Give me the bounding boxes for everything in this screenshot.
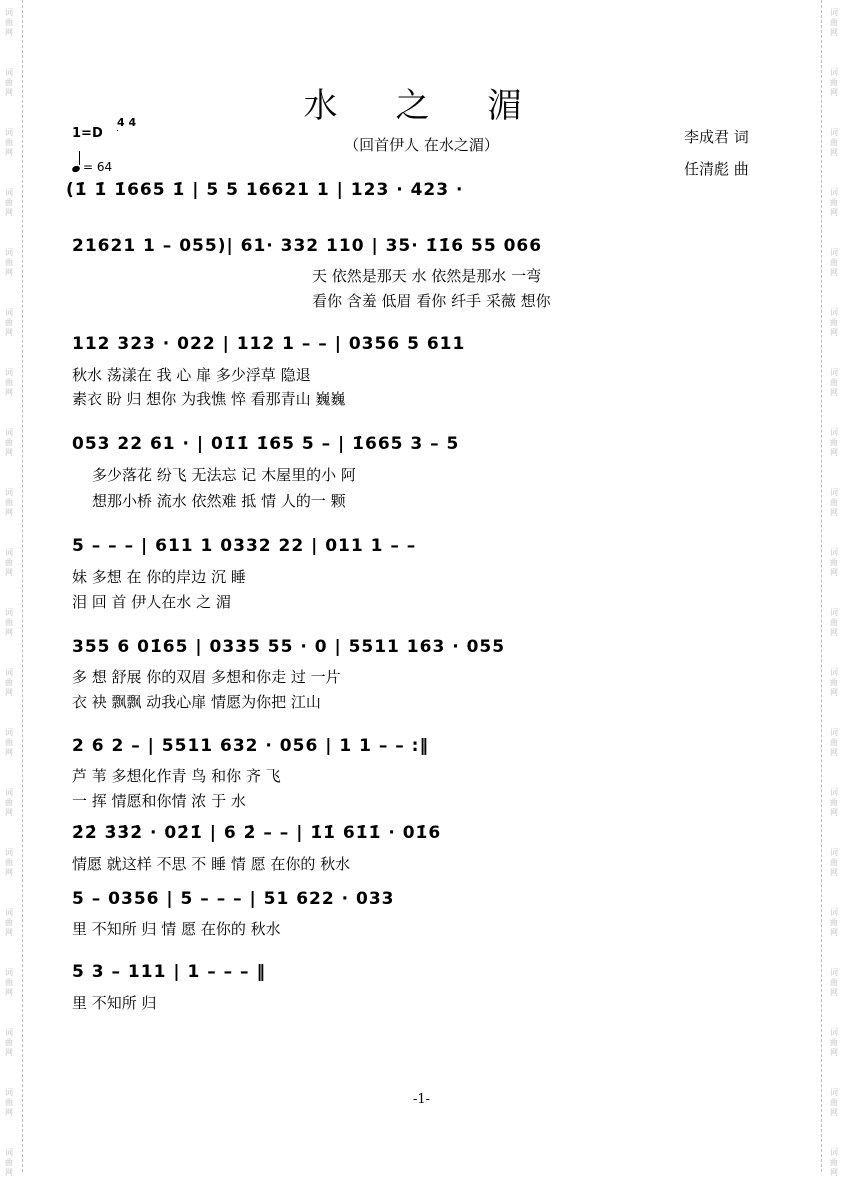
watermark-mark: 词 曲 网 — [830, 128, 838, 157]
watermark-mark: 词 曲 网 — [830, 308, 838, 337]
watermark-mark: 词 曲 网 — [830, 1088, 838, 1117]
score-row-9-lyrics: 里 不知所 归 情 愿 在你的 秋水 — [72, 920, 281, 938]
watermark-mark: 词 曲 网 — [5, 308, 13, 337]
watermark-mark: 词 曲 网 — [830, 8, 838, 37]
watermark-mark: 词 曲 网 — [830, 188, 838, 217]
watermark-mark: 词 曲 网 — [5, 188, 13, 217]
score-row-4-lyrics-verse1: 多少落花 纷飞 无法忘 记 木屋里的小 阿 — [92, 466, 356, 484]
score-row-8-lyrics: 情愿 就这样 不思 不 睡 情 愿 在你的 秋水 — [72, 855, 351, 873]
watermark-mark: 词 曲 网 — [830, 68, 838, 97]
watermark-mark: 词 曲 网 — [830, 548, 838, 577]
watermark-mark: 词 曲 网 — [5, 1028, 13, 1057]
score-row-4-notes: 053 22 61 · | 01̇1̇ 1̇65 5 – | 1̇665 3 – 5 — [72, 434, 460, 454]
watermark-mark: 词 曲 网 — [830, 968, 838, 997]
tempo-value: = 64 — [83, 160, 113, 174]
score-row-9-notes: 5 – 0356 | 5 – – – | 51 622 · 033 — [72, 889, 395, 909]
watermark-mark: 词 曲 网 — [5, 428, 13, 457]
score-row-2-lyrics-verse1: 天 依然是那天 水 依然是那水 一弯 — [312, 267, 542, 285]
score-row-1-notes: (1̇ 1̇ 1̇665 1̇ | 5 5 16621 1 | 123 · 423 · — [66, 180, 464, 200]
watermark-mark: 词 曲 网 — [5, 68, 13, 97]
score-row-7-notes: 2 6 2 – | 5511 632 · 056 | 1 1 – – :‖ — [72, 736, 429, 756]
watermark-mark: 词 曲 网 — [5, 608, 13, 637]
quarter-note-icon — [71, 165, 81, 173]
watermark-mark: 词 曲 网 — [830, 608, 838, 637]
score-row-5-lyrics-verse1: 妹 多想 在 你的岸边 沉 睡 — [72, 568, 246, 586]
watermark-mark: 词 曲 网 — [830, 728, 838, 757]
watermark-mark: 词 曲 网 — [830, 908, 838, 937]
watermark-mark: 词 曲 网 — [5, 728, 13, 757]
watermark-mark: 词 曲 网 — [830, 1028, 838, 1057]
watermark-mark: 词 曲 网 — [5, 248, 13, 277]
score-row-6-lyrics-verse1: 多 想 舒展 你的双眉 多想和你走 过 一片 — [72, 668, 341, 686]
watermark-mark: 词 曲 网 — [5, 1088, 13, 1117]
score-row-2-lyrics-verse2: 看你 含羞 低眉 看你 纤手 采薇 想你 — [312, 292, 551, 310]
watermark-mark: 词 曲 网 — [5, 968, 13, 997]
score-row-6-lyrics-verse2: 衣 袂 飘飘 动我心扉 情愿为你把 江山 — [72, 693, 321, 711]
watermark-mark: 词 曲 网 — [5, 908, 13, 937]
score-row-3-lyrics-verse2: 素衣 盼 归 想你 为我憔 悴 看那青山 巍巍 — [72, 390, 346, 408]
score-row-6-notes: 355 6 01̇65 | 0335 55 · 0 | 5511 163 · 055 — [72, 637, 506, 657]
composer-credit: 任清彪 曲 — [684, 160, 749, 178]
score-row-8-notes: 2̇2̇ 3̇3̇2̇ · 02̇1̇ | 6 2̇ – – | 1̇1̇ 61̇1̇ · 01̇6 — [72, 823, 442, 843]
watermark-mark: 词 曲 网 — [5, 128, 13, 157]
tempo-marking — [72, 157, 112, 174]
watermark-mark: 词 曲 网 — [830, 248, 838, 277]
watermark-mark: 词 曲 网 — [5, 368, 13, 397]
watermark-mark: 词 曲 网 — [830, 788, 838, 817]
song-title: 水之湄 — [303, 86, 580, 126]
score-row-3-notes: 112 323 · 022 | 112 1 – – | 0356 5 611 — [72, 334, 466, 354]
watermark-mark: 词 曲 网 — [830, 428, 838, 457]
watermark-mark: 词 曲 网 — [830, 1148, 838, 1177]
score-row-10-notes: 5 3 – 111 | 1 – – – ‖ — [72, 962, 266, 982]
page-number: -1- — [412, 1092, 431, 1107]
watermark-mark: 词 曲 网 — [5, 848, 13, 877]
key-signature: 1=D — [72, 126, 103, 141]
lyricist-credit: 李成君 词 — [684, 128, 749, 146]
watermark-mark: 词 曲 网 — [5, 1148, 13, 1177]
score-row-5-lyrics-verse2: 泪 回 首 伊人在水 之 湄 — [72, 593, 231, 611]
watermark-mark: 词 曲 网 — [830, 368, 838, 397]
score-row-7-lyrics-verse1: 芦 苇 多想化作青 鸟 和你 齐 飞 — [72, 767, 281, 785]
time-signature — [117, 116, 137, 130]
time-signature-top: 4 — [117, 116, 125, 129]
score-row-7-lyrics-verse2: 一 挥 情愿和你情 浓 于 水 — [72, 792, 246, 810]
score-row-10-lyrics: 里 不知所 归 — [72, 994, 157, 1012]
song-subtitle: （回首伊人 在水之湄） — [344, 136, 499, 154]
watermark-mark: 词 曲 网 — [830, 668, 838, 697]
watermark-mark: 词 曲 网 — [830, 848, 838, 877]
score-row-4-lyrics-verse2: 想那小桥 流水 依然难 抵 情 人的一 颗 — [92, 492, 346, 510]
watermark-mark: 词 曲 网 — [5, 548, 13, 577]
score-row-2-notes: 21621 1 – 055)| 61· 332 110 | 35· 1̇1̇6 55 066 — [72, 236, 543, 256]
watermark-mark: 词 曲 网 — [5, 8, 13, 37]
score-row-5-notes: 5 – – – | 611 1 0332 22 | 011 1 – – — [72, 536, 417, 556]
watermark-mark: 词 曲 网 — [5, 488, 13, 517]
score-row-3-lyrics-verse1: 秋水 荡漾在 我 心 扉 多少浮草 隐退 — [72, 366, 311, 384]
watermark-mark: 词 曲 网 — [5, 668, 13, 697]
time-signature-bottom: 4 — [128, 116, 137, 129]
watermark-mark: 词 曲 网 — [5, 788, 13, 817]
watermark-mark: 词 曲 网 — [830, 488, 838, 517]
